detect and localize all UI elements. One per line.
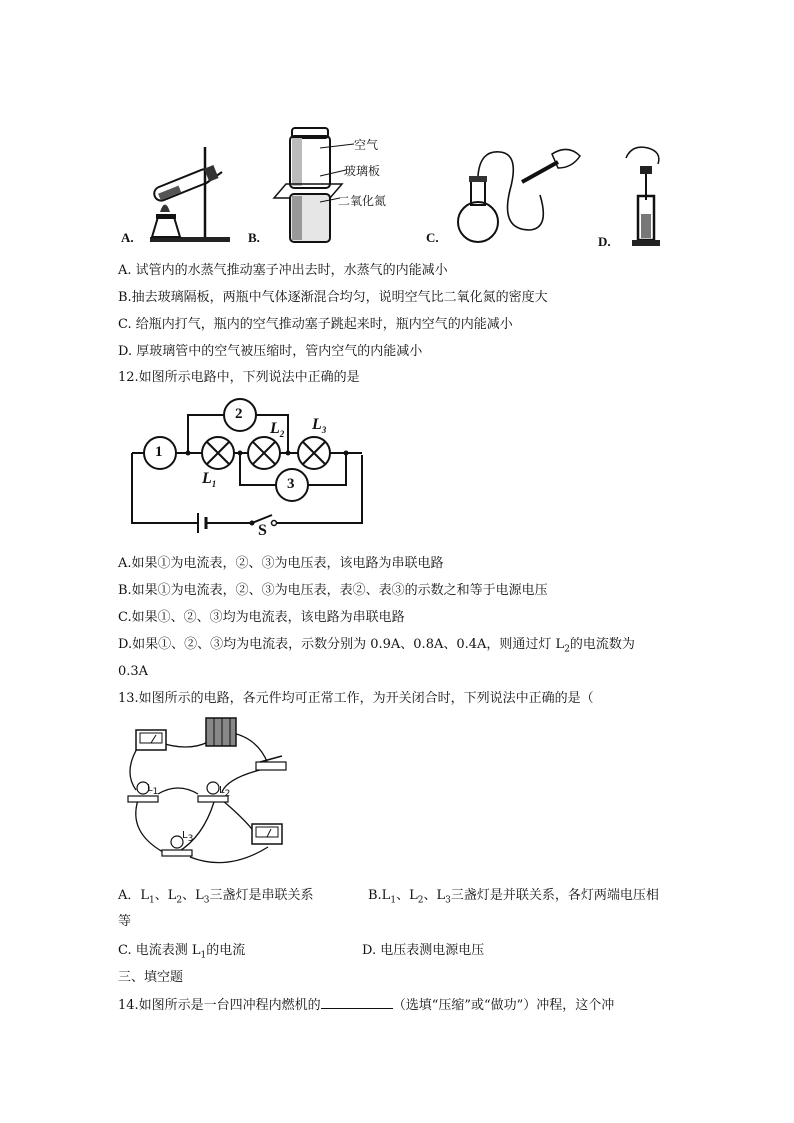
- q13-option-b-continued: 等: [118, 914, 132, 929]
- figure-b-pointer-lines: [318, 140, 358, 210]
- q11-option-a: A. 试管内的水蒸气推动塞子冲出去时，水蒸气的内能减小: [118, 263, 448, 278]
- label-air: 空气: [354, 138, 379, 152]
- figure-c-label: C.: [426, 230, 439, 245]
- switch-device: [256, 756, 286, 770]
- bulb-l1-label: $L_1$: [147, 783, 159, 797]
- q12-circuit-wires: [120, 395, 380, 535]
- figure-d-compression-tube: [618, 140, 678, 250]
- switch-label: S: [258, 522, 267, 539]
- figure-b-label: B.: [248, 230, 260, 245]
- lamp-l2-label: $L_2$: [270, 420, 285, 440]
- label-nitrogen-dioxide: 二氧化氮: [338, 194, 387, 208]
- figure-d-label: D.: [598, 234, 611, 249]
- q11-option-b: B.抽去玻璃隔板，两瓶中气体逐渐混合均匀，说明空气比二氧化氮的密度大: [118, 290, 548, 305]
- q13-option-d: D. 电压表测电源电压: [362, 943, 485, 958]
- q14-answer-blank[interactable]: [321, 996, 393, 1009]
- meter-1-label: 1: [155, 444, 163, 460]
- meter-bottom-right: [252, 824, 282, 844]
- q12-option-b: B.如果①为电流表，②、③为电压表，表②、表③的示数之和等于电源电压: [118, 583, 548, 598]
- meter-3-label: 3: [287, 476, 295, 492]
- lamp-l1-symbol: [202, 437, 234, 469]
- q13-option-c: C. 电流表测 $L_1$的电流: [118, 943, 246, 961]
- q11-option-d: D. 厚玻璃管中的空气被压缩时，管内空气的内能减小: [118, 344, 423, 359]
- figure-c-flask-pump: [440, 140, 590, 245]
- bulb-l3-label: $L_3$: [182, 830, 194, 844]
- bulb-l2-label: $L_2$: [219, 785, 231, 799]
- q13-option-b: $B.L_1$、$L_2$、$L_3$三盏灯是并联关系，各灯两端电压相: [368, 888, 659, 906]
- lamp-l3-label: $L_3$: [312, 416, 327, 436]
- q12-option-d: D.如果①、②、③均为电流表，示数分别为 0.9A、0.8A、0.4A，则通过灯 $L_2$的电流数为: [118, 637, 635, 655]
- q14-stem: 14.如图所示是一台四冲程内燃机的 （选填“压缩”或“做功”）冲程，这个冲: [118, 998, 615, 1013]
- label-glass-plate: 玻璃板: [344, 164, 381, 178]
- q12-option-d-continued: 0.3A: [118, 664, 149, 679]
- battery-pack: [206, 718, 236, 746]
- q13-physical-circuit: [118, 712, 298, 877]
- figure-a-label: A.: [121, 230, 134, 245]
- q13-stem: 13.如图所示的电路，各元件均可正常工作，为开关闭合时，下列说法中正确的是（: [118, 691, 594, 706]
- q12-option-c: C.如果①、②、③均为电流表，该电路为串联电路: [118, 610, 405, 625]
- meter-2-label: 2: [235, 406, 243, 422]
- lamp-l2-symbol: [248, 437, 280, 469]
- lamp-l1-label: $L_1$: [202, 470, 217, 490]
- figure-a-test-tube-apparatus: [130, 142, 240, 247]
- q12-stem: 12.如图所示电路中，下列说法中正确的是: [118, 370, 360, 385]
- q12-option-a: A.如果①为电流表，②、③为电压表，该电路为串联电路: [118, 556, 444, 571]
- lamp-l3-symbol: [298, 437, 330, 469]
- q11-option-c: C. 给瓶内打气，瓶内的空气推动塞子跳起来时，瓶内空气的内能减小: [118, 317, 513, 332]
- section-3-title: 三、填空题: [118, 970, 184, 985]
- q13-option-a: A．$L_1$、$L_2$、$L_3$三盏灯是串联关系: [118, 888, 314, 906]
- meter-top-left: [136, 730, 166, 750]
